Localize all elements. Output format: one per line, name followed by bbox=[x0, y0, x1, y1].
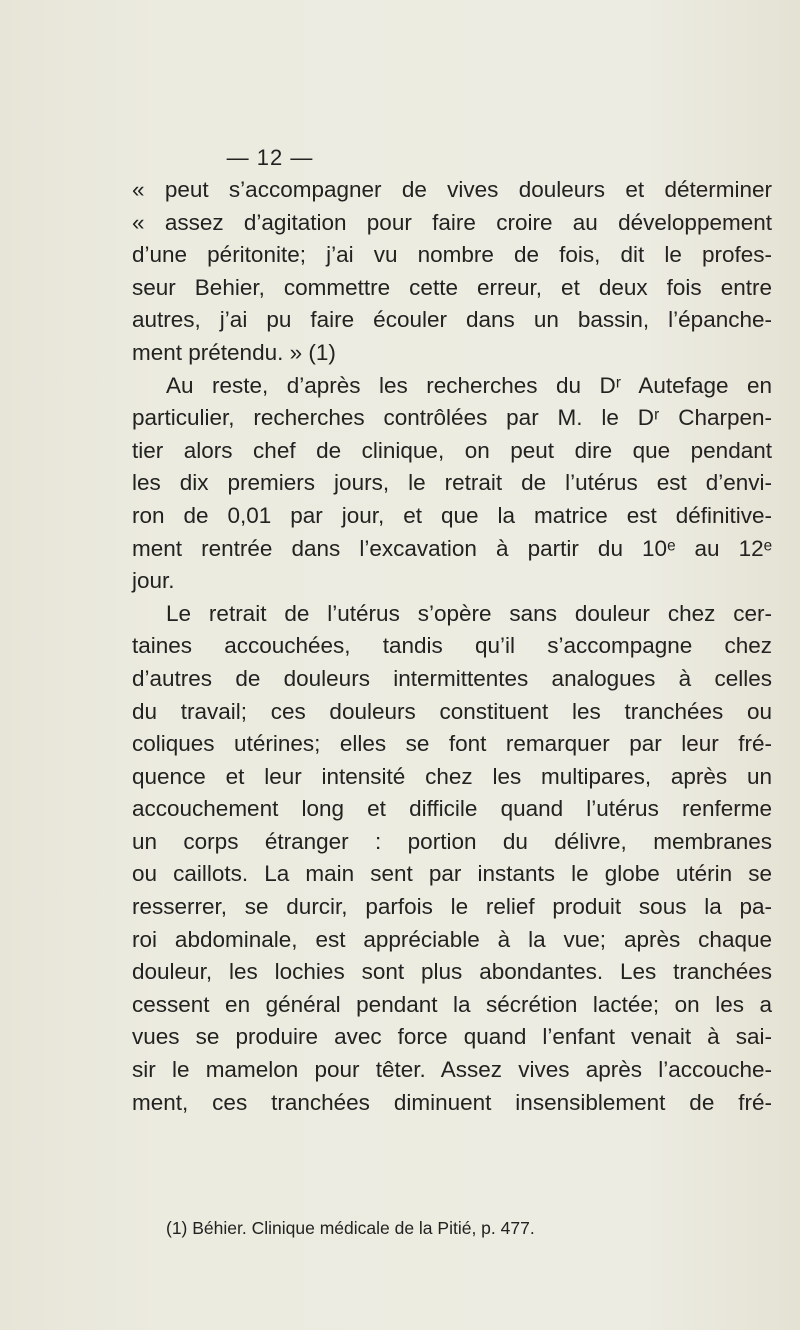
text-line: Au reste, d’après les recherches du Dʳ Autefage en bbox=[166, 372, 772, 398]
text-line: ment, ces tranchées diminuent insensiblement de fré- bbox=[132, 1089, 772, 1115]
text-line: un corps étranger : portion du délivre, membranes bbox=[132, 828, 772, 854]
text-line: Le retrait de l’utérus s’opère sans douleur chez cer- bbox=[166, 600, 772, 626]
text-line: du travail; ces douleurs constituent les tranchées ou bbox=[132, 698, 772, 724]
text-line: ou caillots. La main sent par instants le globe utérin se bbox=[132, 861, 772, 887]
text-line: roi abdominale, est appréciable à la vue; après chaque bbox=[132, 926, 772, 952]
text-line: ment rentrée dans l’excavation à partir du 10ᵉ au 12ᵉ bbox=[132, 535, 772, 561]
paragraph-3 bbox=[132, 598, 772, 1120]
text-line: les dix premiers jours, le retrait de l’utérus est d’envi- bbox=[132, 470, 772, 496]
footnote: (1) Béhier. Clinique médicale de la Pitié, p. 477. bbox=[166, 1218, 535, 1238]
text-line: seur Behier, commettre cette erreur, et deux fois entre bbox=[132, 274, 772, 300]
text-line: coliques utérines; elles se font remarquer par leur fré- bbox=[132, 731, 772, 757]
text-line: jour. bbox=[132, 568, 175, 594]
text-line: tier alors chef de clinique, on peut dire que pendant bbox=[132, 437, 772, 463]
text-line: resserrer, se durcir, parfois le relief produit sous la pa- bbox=[132, 894, 772, 920]
text-line: sir le mamelon pour têter. Assez vives après l’accouche- bbox=[132, 1057, 772, 1083]
paragraph-1 bbox=[132, 174, 772, 370]
text-line: accouchement long et difficile quand l’utérus renferme bbox=[132, 796, 772, 822]
page-number: — 12 — bbox=[226, 145, 314, 170]
text-line: d’une péritonite; j’ai vu nombre de fois, dit le profes- bbox=[132, 242, 772, 268]
text-line: cessent en général pendant la sécrétion lactée; on les a bbox=[132, 991, 772, 1017]
text-line: d’autres de douleurs intermittentes analogues à celles bbox=[132, 665, 772, 691]
text-line: ment prétendu. » (1) bbox=[132, 339, 336, 365]
text-line: taines accouchées, tandis qu’il s’accompagne chez bbox=[132, 633, 772, 659]
text-line: vues se produire avec force quand l’enfant venait à sai- bbox=[132, 1024, 772, 1050]
text-line: « peut s’accompagner de vives douleurs et déterminer bbox=[132, 177, 772, 202]
text-line: particulier, recherches contrôlées par M. le Dʳ Charpen- bbox=[132, 405, 772, 431]
text-line: quence et leur intensité chez les multipares, après un bbox=[132, 763, 772, 789]
text-line: ron de 0,01 par jour, et que la matrice est définitive- bbox=[132, 502, 772, 528]
text-line: « assez d’agitation pour faire croire au développement bbox=[132, 209, 772, 235]
text-line: autres, j’ai pu faire écouler dans un bassin, l’épanche- bbox=[132, 307, 772, 333]
body-text bbox=[132, 174, 772, 1119]
text-line: douleur, les lochies sont plus abondantes. Les tranchées bbox=[132, 959, 772, 985]
paragraph-2 bbox=[132, 370, 772, 598]
